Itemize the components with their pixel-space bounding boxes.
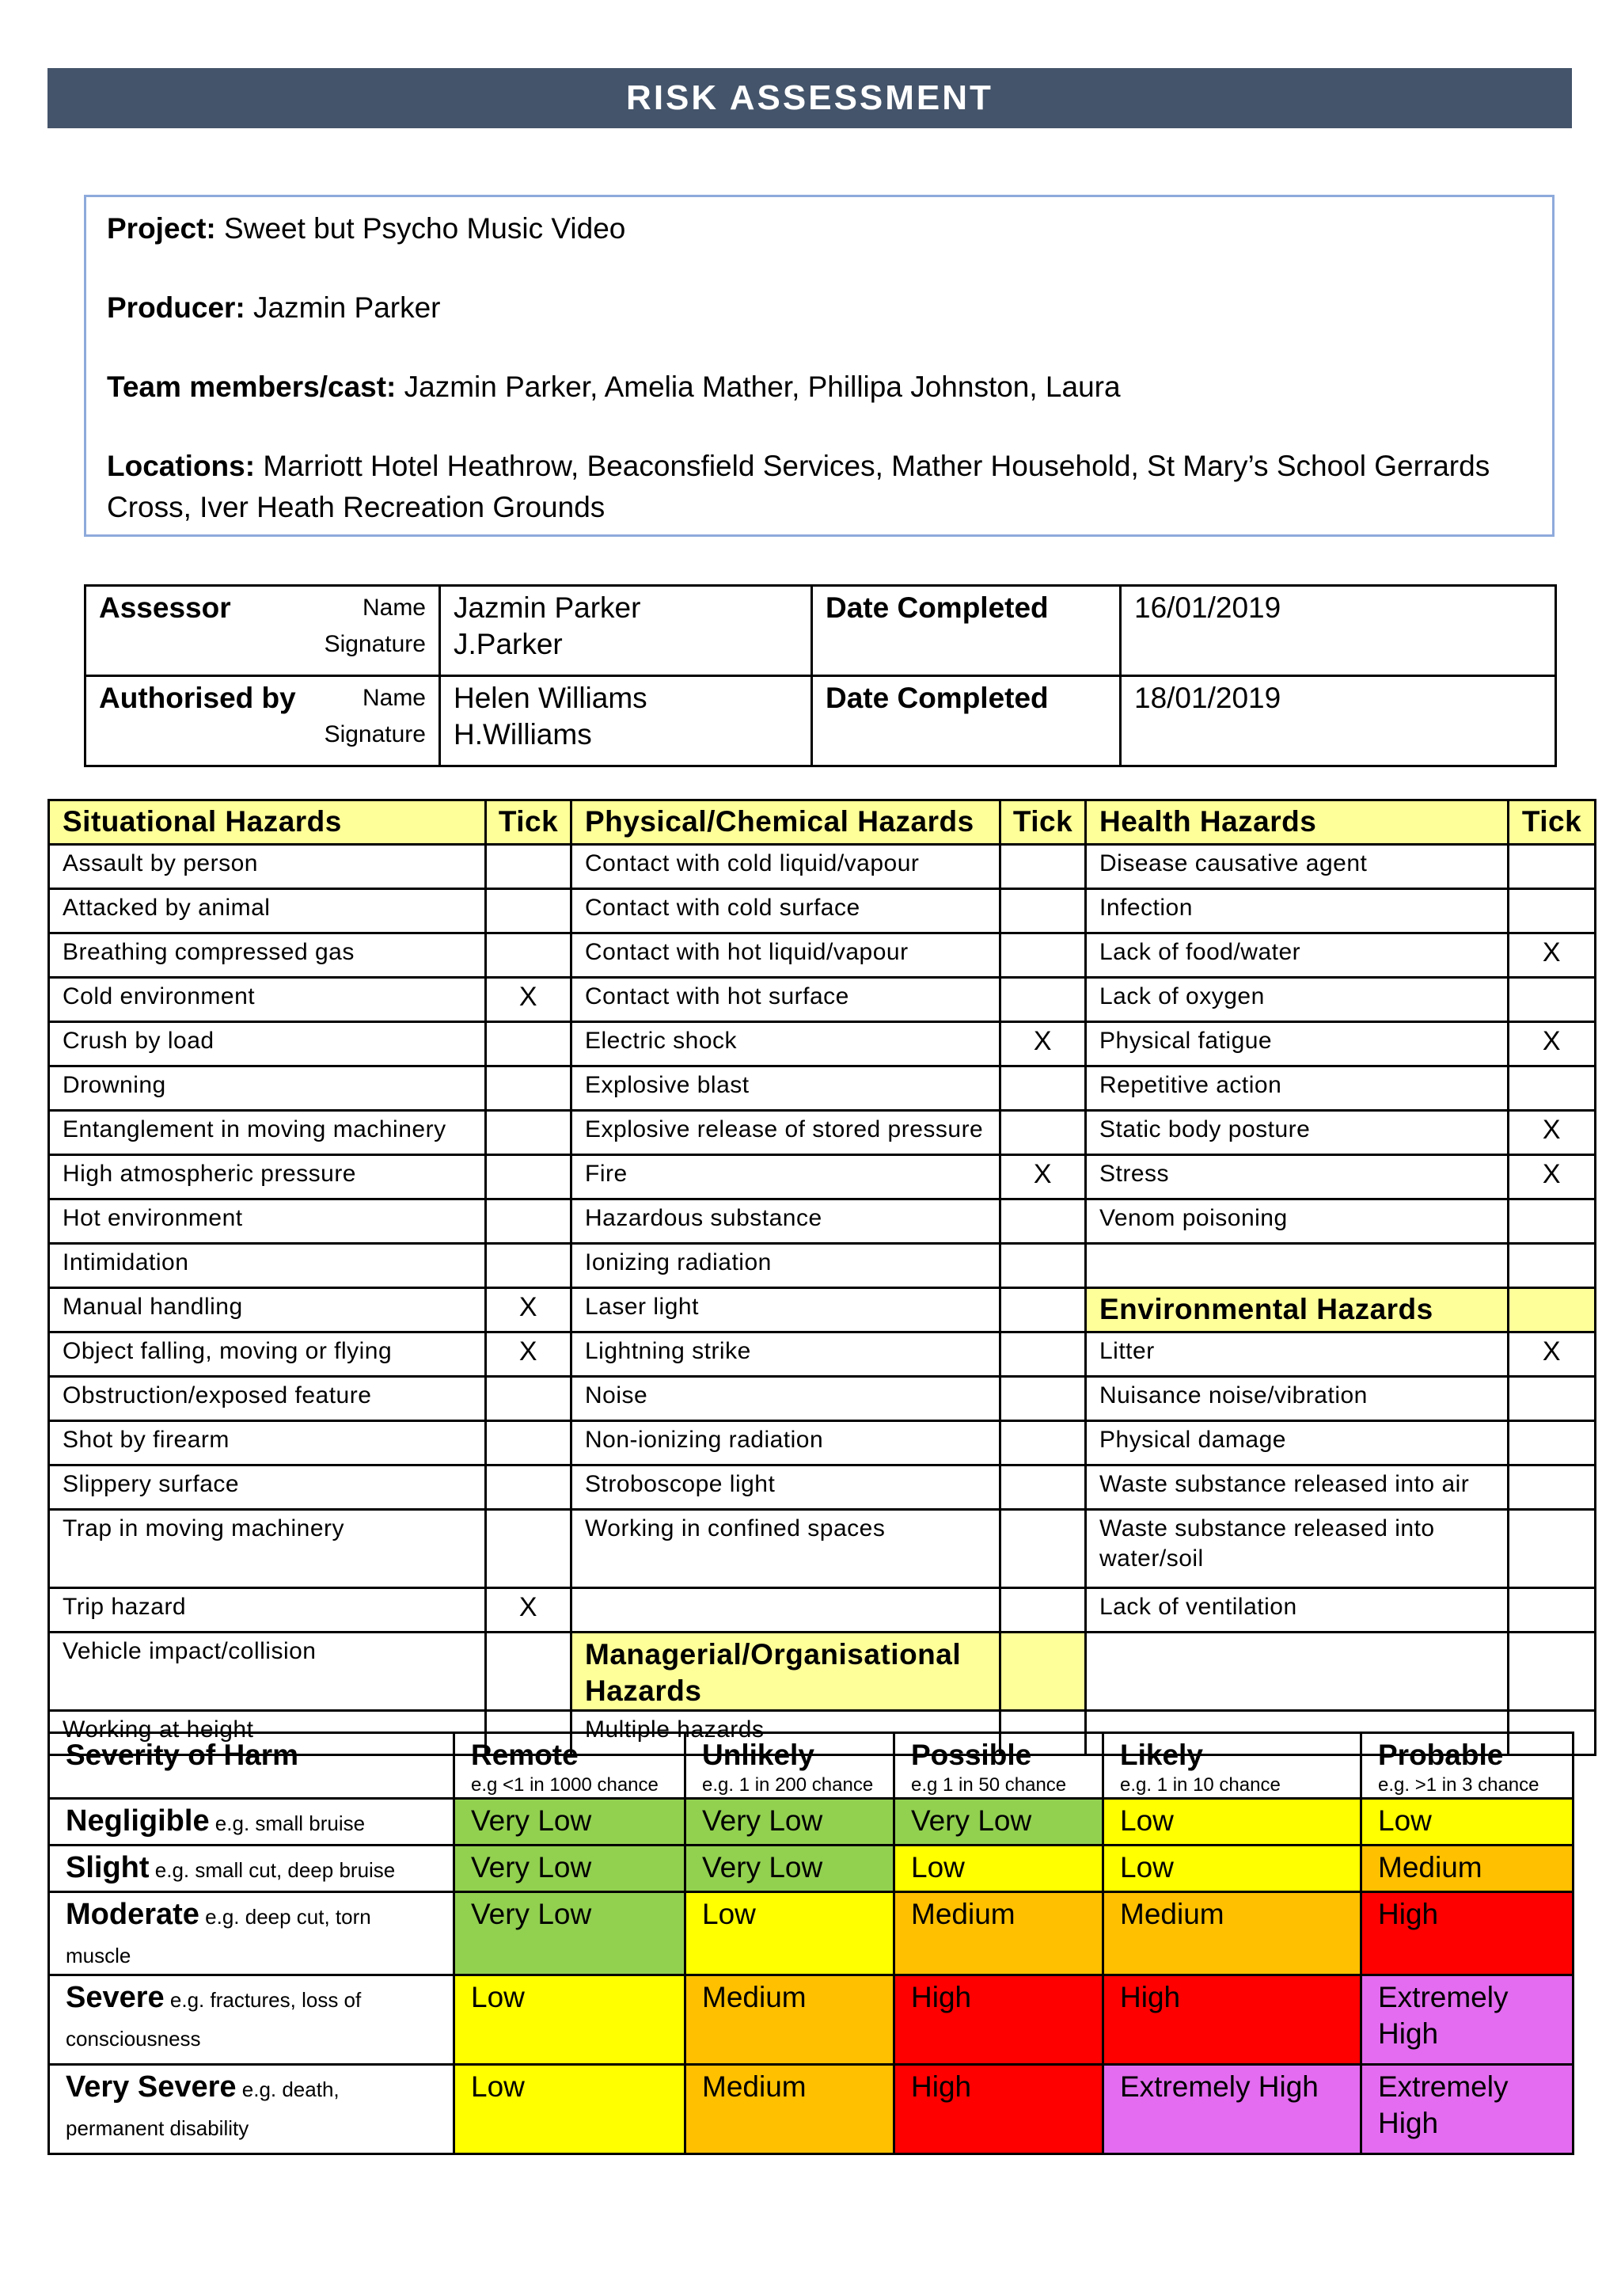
producer-line <box>107 287 1532 329</box>
producer-label: Producer: <box>107 291 245 324</box>
tick-cell <box>486 1421 571 1465</box>
tick-cell <box>486 933 571 978</box>
hazards-table <box>47 799 1596 1756</box>
hazard-item: Lack of food/water <box>1086 933 1509 978</box>
hazard-item: Obstruction/exposed feature <box>49 1377 486 1421</box>
risk-matrix <box>47 1732 1574 2155</box>
hazard-item: Physical damage <box>1086 1421 1509 1465</box>
team-line <box>107 367 1532 408</box>
authorised-name: Helen Williams <box>454 682 647 714</box>
tick-cell <box>1509 1199 1596 1244</box>
tick-cell <box>1000 1111 1086 1155</box>
risk-level-cell: Medium <box>685 1975 894 2065</box>
matrix-row <box>49 1892 1574 1975</box>
severity-example: e.g. small cut, deep bruise <box>149 1858 396 1882</box>
hazard-item: Laser light <box>571 1288 1000 1332</box>
hazard-item: Waste substance released into air <box>1086 1465 1509 1510</box>
risk-level-cell: Extremely High <box>1361 2065 1574 2154</box>
hazard-row <box>49 1022 1596 1066</box>
severity-header: Severity of Harm <box>49 1733 454 1799</box>
hazard-item: Lightning strike <box>571 1332 1000 1377</box>
name-label: Name <box>362 595 426 621</box>
hazard-item: Manual handling <box>49 1288 486 1332</box>
risk-level-cell: Low <box>1103 1846 1361 1892</box>
hazard-item: Shot by firearm <box>49 1421 486 1465</box>
tick-cell <box>1509 1421 1596 1465</box>
risk-level-cell: Very Low <box>454 1799 685 1846</box>
tick-cell: X <box>1000 1155 1086 1199</box>
locations-line <box>107 446 1532 528</box>
tick-cell <box>1509 1244 1596 1288</box>
hazard-item: Working at height <box>49 1711 486 1755</box>
tick-header: Tick <box>1509 800 1596 845</box>
risk-level-cell: Medium <box>894 1892 1103 1975</box>
tick-cell <box>1000 1199 1086 1244</box>
hazard-item: Contact with hot liquid/vapour <box>571 933 1000 978</box>
tick-cell <box>1000 845 1086 889</box>
producer-value: Jazmin Parker <box>245 291 441 324</box>
tick-cell <box>486 1199 571 1244</box>
severity-cell <box>49 1846 454 1892</box>
tick-header: Tick <box>486 800 571 845</box>
severity-name: Severe <box>66 1981 165 2014</box>
tick-cell: X <box>486 1288 571 1332</box>
severity-cell <box>49 1799 454 1846</box>
hazard-row <box>49 933 1596 978</box>
hazard-item: Electric shock <box>571 1022 1000 1066</box>
hazard-row <box>49 1332 1596 1377</box>
hazard-item: Physical fatigue <box>1086 1022 1509 1066</box>
hazard-item: Waste substance released into water/soil <box>1086 1510 1509 1588</box>
likelihood-label: Possible <box>911 1739 1032 1771</box>
tick-cell <box>1509 1377 1596 1421</box>
date-completed-label: Date Completed <box>812 586 1121 676</box>
hazard-item: Static body posture <box>1086 1111 1509 1155</box>
hazard-item: Lack of oxygen <box>1086 978 1509 1022</box>
hazard-item: Venom poisoning <box>1086 1199 1509 1244</box>
risk-level-cell: Low <box>1103 1799 1361 1846</box>
tick-cell: X <box>486 1588 571 1633</box>
tick-cell <box>1000 1332 1086 1377</box>
date-completed-label: Date Completed <box>812 676 1121 766</box>
authorised-role: Authorised by <box>99 682 296 714</box>
hazard-row <box>49 1199 1596 1244</box>
tick-cell <box>486 1244 571 1288</box>
hazard-item: High atmospheric pressure <box>49 1155 486 1199</box>
severity-name: Moderate <box>66 1898 199 1931</box>
hazard-row <box>49 1377 1596 1421</box>
hazard-row <box>49 1066 1596 1111</box>
tick-cell <box>1509 1588 1596 1633</box>
hazard-item: Stress <box>1086 1155 1509 1199</box>
project-details <box>84 195 1555 537</box>
hazard-row <box>49 978 1596 1022</box>
assessor-role: Assessor <box>99 591 231 624</box>
hazard-item: Infection <box>1086 889 1509 933</box>
hazard-item: Stroboscope light <box>571 1465 1000 1510</box>
risk-level-cell: High <box>894 2065 1103 2154</box>
tick-cell <box>1000 1288 1086 1332</box>
tick-cell <box>486 889 571 933</box>
hazard-row <box>49 1288 1596 1332</box>
hazard-item: Trip hazard <box>49 1588 486 1633</box>
managerial-header: Managerial/Organisational Hazards <box>571 1633 1000 1711</box>
severity-example: e.g. small bruise <box>209 1811 366 1835</box>
project-label: Project: <box>107 212 216 245</box>
environmental-tick <box>1509 1288 1596 1332</box>
team-value: Jazmin Parker, Amelia Mather, Phillipa Johnston, Laura <box>396 371 1121 403</box>
tick-cell <box>486 1377 571 1421</box>
risk-level-cell: Low <box>685 1892 894 1975</box>
hazard-item: Cold environment <box>49 978 486 1022</box>
hazard-row <box>49 889 1596 933</box>
page-title: RISK ASSESSMENT <box>47 68 1572 128</box>
risk-level-cell: High <box>1103 1975 1361 2065</box>
assessor-signature: J.Parker <box>454 628 563 660</box>
risk-level-cell: Low <box>454 1975 685 2065</box>
hazard-item: Contact with cold surface <box>571 889 1000 933</box>
severity-name: Negligible <box>66 1804 210 1838</box>
tick-cell <box>486 1111 571 1155</box>
tick-cell <box>1000 1066 1086 1111</box>
hazard-item: Breathing compressed gas <box>49 933 486 978</box>
signature-label: Signature <box>324 631 426 657</box>
tick-cell <box>486 1633 571 1711</box>
risk-level-cell: Very Low <box>454 1892 685 1975</box>
hazard-item: Explosive release of stored pressure <box>571 1111 1000 1155</box>
hazard-item: Non-ionizing radiation <box>571 1421 1000 1465</box>
likelihood-unlikely <box>685 1733 894 1799</box>
tick-cell <box>1000 889 1086 933</box>
tick-cell <box>1000 1465 1086 1510</box>
risk-level-cell: Extremely High <box>1361 1975 1574 2065</box>
severity-example: e.g. fractures, loss of consciousness <box>66 1988 362 2051</box>
likelihood-label: Likely <box>1120 1739 1203 1771</box>
hazard-item: Entanglement in moving machinery <box>49 1111 486 1155</box>
tick-cell <box>486 1465 571 1510</box>
likelihood-label: Remote <box>471 1739 579 1771</box>
likelihood-sub: e.g. >1 in 3 chance <box>1378 1774 1539 1796</box>
tick-cell: X <box>1509 1332 1596 1377</box>
risk-level-cell: Very Low <box>894 1799 1103 1846</box>
locations-value: Marriott Hotel Heathrow, Beaconsfield Services, Mather Household, St Mary’s School Gerrards Cross, Iver Heath Recreation Grounds <box>107 450 1490 523</box>
tick-cell: X <box>1509 1155 1596 1199</box>
severity-name: Very Severe <box>66 2070 237 2104</box>
environmental-header: Environmental Hazards <box>1086 1288 1509 1332</box>
project-line <box>107 208 1532 249</box>
severity-example: e.g. death, permanent disability <box>66 2077 340 2140</box>
tick-cell <box>1509 978 1596 1022</box>
health-header: Health Hazards <box>1086 800 1509 845</box>
matrix-row <box>49 1975 1574 2065</box>
risk-level-cell: Low <box>454 2065 685 2154</box>
authorised-role-cell <box>85 676 440 766</box>
tick-cell <box>1509 1465 1596 1510</box>
risk-level-cell: Very Low <box>685 1799 894 1846</box>
hazard-item <box>1086 1633 1509 1711</box>
tick-cell <box>1000 1421 1086 1465</box>
tick-cell <box>1509 1633 1596 1711</box>
risk-level-cell: Medium <box>1361 1846 1574 1892</box>
authorised-row <box>85 676 1556 766</box>
tick-cell <box>486 1022 571 1066</box>
tick-cell <box>1000 1377 1086 1421</box>
hazard-item: Intimidation <box>49 1244 486 1288</box>
hazard-row <box>49 1244 1596 1288</box>
hazard-item: Working in confined spaces <box>571 1510 1000 1588</box>
tick-cell <box>1000 978 1086 1022</box>
hazard-item: Multiple hazards <box>571 1711 1000 1755</box>
tick-cell <box>1509 1066 1596 1111</box>
hazard-item: Assault by person <box>49 845 486 889</box>
risk-level-cell: Very Low <box>685 1846 894 1892</box>
tick-cell <box>1509 1510 1596 1588</box>
hazard-row <box>49 845 1596 889</box>
tick-cell: X <box>1509 1022 1596 1066</box>
matrix-row <box>49 1846 1574 1892</box>
hazard-item: Object falling, moving or flying <box>49 1332 486 1377</box>
risk-level-cell: Low <box>894 1846 1103 1892</box>
matrix-row <box>49 1799 1574 1846</box>
hazard-row <box>49 1465 1596 1510</box>
risk-level-cell: Very Low <box>454 1846 685 1892</box>
likelihood-label: Unlikely <box>702 1739 814 1771</box>
hazard-item: Ionizing radiation <box>571 1244 1000 1288</box>
project-value: Sweet but Psycho Music Video <box>215 212 626 245</box>
assessor-row <box>85 586 1556 676</box>
assessor-name-cell <box>440 586 812 676</box>
hazard-row <box>49 1111 1596 1155</box>
likelihood-sub: e.g 1 in 50 chance <box>911 1774 1067 1796</box>
tick-cell: X <box>1509 933 1596 978</box>
team-label: Team members/cast: <box>107 371 397 403</box>
likelihood-probable <box>1361 1733 1574 1799</box>
risk-level-cell: High <box>894 1975 1103 2065</box>
tick-cell: X <box>486 1332 571 1377</box>
likelihood-sub: e.g <1 in 1000 chance <box>471 1774 659 1796</box>
authorised-signature: H.Williams <box>454 718 592 751</box>
hazard-row <box>49 1421 1596 1465</box>
severity-cell <box>49 1892 454 1975</box>
hazard-item <box>571 1588 1000 1633</box>
hazard-item: Lack of ventilation <box>1086 1588 1509 1633</box>
likelihood-sub: e.g. 1 in 10 chance <box>1120 1774 1281 1796</box>
tick-cell <box>486 1155 571 1199</box>
hazard-item: Nuisance noise/vibration <box>1086 1377 1509 1421</box>
likelihood-remote <box>454 1733 685 1799</box>
risk-level-cell: High <box>1361 1892 1574 1975</box>
hazard-item: Noise <box>571 1377 1000 1421</box>
severity-cell <box>49 2065 454 2154</box>
assessor-name: Jazmin Parker <box>454 591 641 624</box>
tick-cell: X <box>1000 1022 1086 1066</box>
matrix-row <box>49 2065 1574 2154</box>
hazard-item: Vehicle impact/collision <box>49 1633 486 1711</box>
tick-cell <box>1000 933 1086 978</box>
likelihood-possible <box>894 1733 1103 1799</box>
risk-level-cell: Medium <box>685 2065 894 2154</box>
hazard-item: Contact with hot surface <box>571 978 1000 1022</box>
authorised-date: 18/01/2019 <box>1121 676 1556 766</box>
authorised-name-cell <box>440 676 812 766</box>
hazard-item: Hot environment <box>49 1199 486 1244</box>
hazard-row <box>49 1155 1596 1199</box>
tick-cell <box>1000 1510 1086 1588</box>
tick-cell: X <box>486 978 571 1022</box>
tick-cell <box>1000 1588 1086 1633</box>
tick-cell <box>1509 845 1596 889</box>
tick-cell <box>1509 889 1596 933</box>
assessor-table <box>84 584 1557 767</box>
tick-header: Tick <box>1000 800 1086 845</box>
tick-cell: X <box>1509 1111 1596 1155</box>
managerial-tick <box>1000 1633 1086 1711</box>
locations-label: Locations: <box>107 450 256 482</box>
hazard-item: Trap in moving machinery <box>49 1510 486 1588</box>
risk-level-cell: Extremely High <box>1103 2065 1361 2154</box>
hazard-item: Repetitive action <box>1086 1066 1509 1111</box>
hazard-row <box>49 1510 1596 1588</box>
hazard-item: Disease causative agent <box>1086 845 1509 889</box>
matrix-header-row <box>49 1733 1574 1799</box>
hazard-item: Attacked by animal <box>49 889 486 933</box>
hazard-item: Contact with cold liquid/vapour <box>571 845 1000 889</box>
hazard-header-row <box>49 800 1596 845</box>
severity-example: e.g. deep cut, torn muscle <box>66 1905 371 1967</box>
assessor-date: 16/01/2019 <box>1121 586 1556 676</box>
likelihood-label: Probable <box>1378 1739 1504 1771</box>
signature-label: Signature <box>324 721 426 747</box>
hazard-item: Hazardous substance <box>571 1199 1000 1244</box>
tick-cell <box>1000 1244 1086 1288</box>
hazard-row <box>49 1588 1596 1633</box>
hazard-item: Drowning <box>49 1066 486 1111</box>
physical-header: Physical/Chemical Hazards <box>571 800 1000 845</box>
risk-level-cell: Medium <box>1103 1892 1361 1975</box>
hazard-item: Crush by load <box>49 1022 486 1066</box>
severity-name: Slight <box>66 1851 150 1884</box>
tick-cell <box>486 845 571 889</box>
hazard-item: Explosive blast <box>571 1066 1000 1111</box>
likelihood-sub: e.g. 1 in 200 chance <box>702 1774 874 1796</box>
risk-level-cell: Low <box>1361 1799 1574 1846</box>
situational-header: Situational Hazards <box>49 800 486 845</box>
hazard-item: Litter <box>1086 1332 1509 1377</box>
hazard-item: Slippery surface <box>49 1465 486 1510</box>
hazard-item <box>1086 1244 1509 1288</box>
severity-cell <box>49 1975 454 2065</box>
tick-cell <box>486 1066 571 1111</box>
hazard-row <box>49 1633 1596 1711</box>
assessor-role-cell <box>85 586 440 676</box>
hazard-item: Fire <box>571 1155 1000 1199</box>
name-label: Name <box>362 685 426 711</box>
likelihood-likely <box>1103 1733 1361 1799</box>
tick-cell <box>486 1510 571 1588</box>
